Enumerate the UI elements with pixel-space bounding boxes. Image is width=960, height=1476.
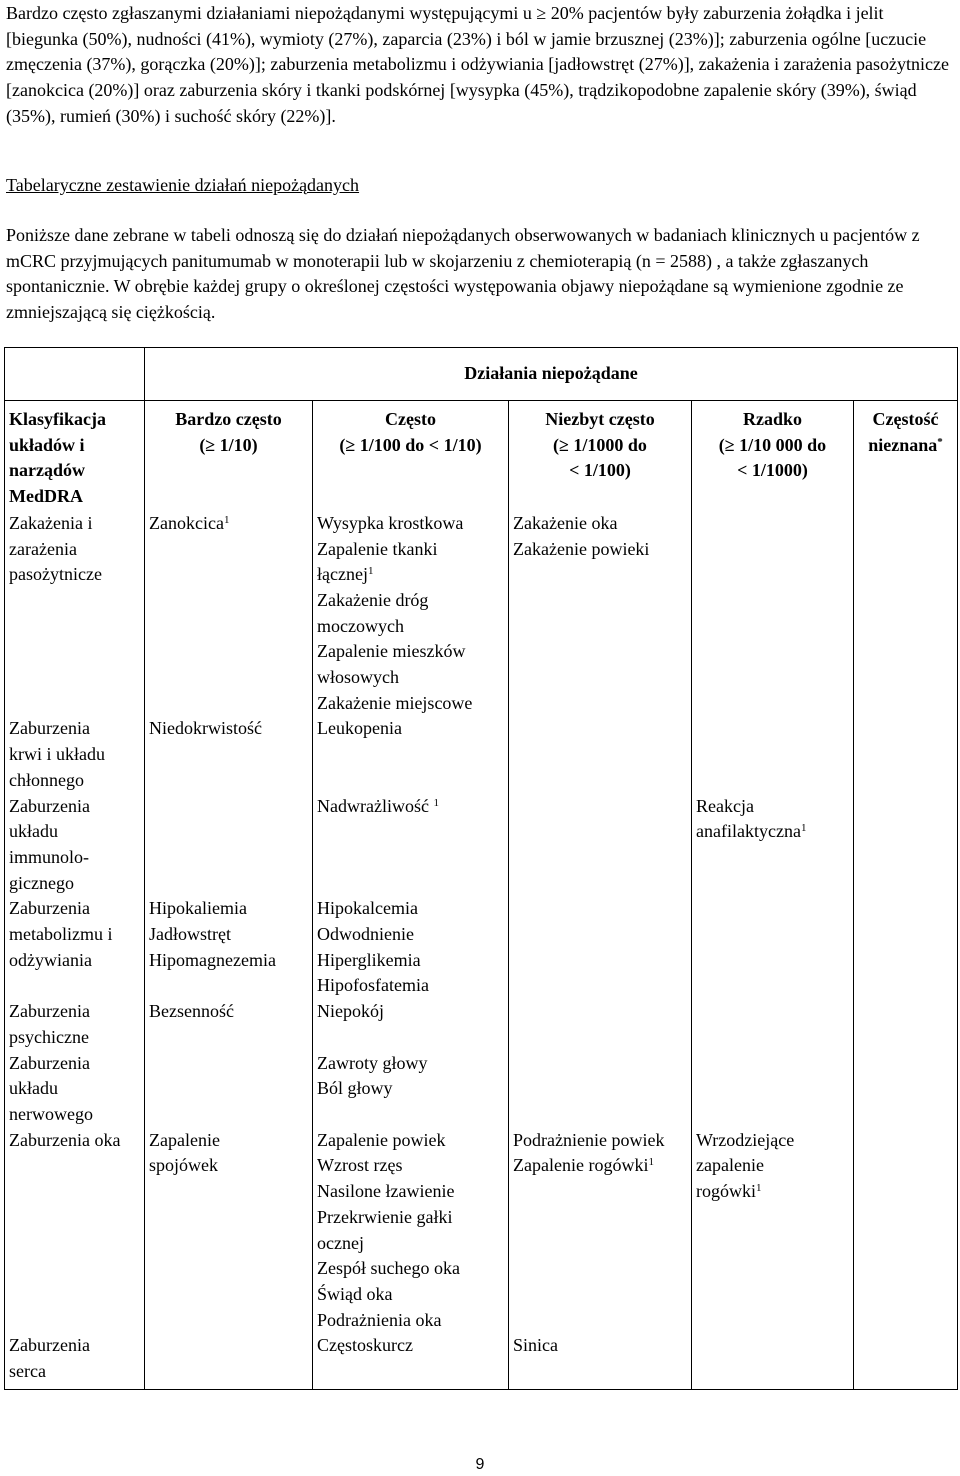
reaction-text: Zakażenie miejscowe — [317, 692, 473, 713]
soc-line: Zaburzenia — [9, 898, 90, 919]
reaction-line — [149, 1128, 308, 1154]
reaction-text: Wysypka krostkowa — [317, 512, 464, 533]
reaction-text: Hipomagnezemia — [149, 949, 276, 970]
common-cell — [313, 794, 509, 897]
reaction-text: Podrażnienia oka — [317, 1309, 442, 1330]
uncommon-cell — [509, 511, 692, 717]
reaction-text: Hiperglikemia — [317, 949, 421, 970]
reaction-text: rogówki — [696, 1181, 756, 1202]
reaction-line — [317, 1153, 504, 1179]
reaction-text: anafilaktyczna — [696, 821, 801, 842]
reaction-line — [317, 922, 504, 948]
header-line: Klasyfikacja — [9, 409, 106, 429]
soc-line: Zaburzenia — [9, 1335, 90, 1356]
reaction-text: Zawroty głowy — [317, 1052, 428, 1073]
reaction-text: Hipokalcemia — [317, 898, 418, 919]
header-rare — [692, 401, 854, 511]
common-cell — [313, 716, 509, 793]
header-line: MedDRA — [9, 486, 83, 507]
unknown-cell — [854, 511, 958, 717]
table-row — [5, 1051, 958, 1128]
header-line: układów i — [9, 434, 85, 455]
reaction-text: Niepokój — [317, 1001, 384, 1022]
header-line: < 1/100) — [569, 460, 631, 481]
reaction-line — [513, 1128, 687, 1154]
table-row — [5, 896, 958, 999]
reaction-line — [317, 665, 504, 691]
reaction-text: Reakcja — [696, 795, 754, 816]
header-very-common — [145, 401, 313, 511]
reaction-text: Podrażnienie powiek — [513, 1129, 665, 1150]
header-line: Niezbyt często — [545, 409, 655, 429]
reaction-line — [317, 999, 504, 1025]
reaction-text: Świąd oka — [317, 1283, 393, 1304]
unknown-cell — [854, 1051, 958, 1128]
reaction-text: Zakażenie powieki — [513, 538, 650, 559]
reaction-text: ocznej — [317, 1232, 364, 1253]
reaction-line — [513, 1153, 687, 1179]
rare-cell — [692, 716, 854, 793]
header-line: narządów — [9, 460, 85, 481]
common-cell — [313, 1333, 509, 1389]
uncommon-cell — [509, 999, 692, 1050]
reaction-line — [317, 716, 504, 742]
reaction-line — [317, 537, 504, 563]
reaction-text: Hipokaliemia — [149, 898, 247, 919]
table-title: Działania niepożądane — [145, 348, 958, 401]
reaction-line — [317, 794, 504, 820]
soc-cell — [5, 999, 145, 1050]
soc-line: Zaburzenia — [9, 1052, 90, 1073]
very-common-cell — [145, 1128, 313, 1334]
reaction-line — [317, 639, 504, 665]
page-number: 9 — [475, 1456, 485, 1473]
header-line: Częstość — [872, 409, 939, 429]
rare-cell — [692, 1333, 854, 1389]
reaction-text: Częstoskurcz — [317, 1335, 413, 1356]
reaction-line — [317, 1076, 504, 1102]
soc-line: pasożytnicze — [9, 564, 102, 585]
soc-cell — [5, 511, 145, 717]
uncommon-cell — [509, 1128, 692, 1334]
very-common-cell — [145, 1051, 313, 1128]
reaction-line — [149, 716, 308, 742]
unknown-cell — [854, 1128, 958, 1334]
header-line: (≥ 1/10) — [199, 434, 258, 455]
reaction-text: Zapalenie — [149, 1129, 220, 1150]
soc-line: Zaburzenia oka — [9, 1129, 121, 1150]
unknown-cell — [854, 999, 958, 1050]
reaction-line — [149, 999, 308, 1025]
reaction-text: Hipofosfatemia — [317, 975, 429, 996]
reaction-line — [317, 948, 504, 974]
soc-cell — [5, 896, 145, 999]
rare-cell — [692, 1051, 854, 1128]
reaction-line — [317, 1282, 504, 1308]
footnote-mark: 1 — [433, 796, 439, 809]
description-paragraph: Poniższe dane zebrane w tabeli odnoszą się do działań niepożądanych obserwowanych w badaniach klinicznych u pacjentów z mCRC przyjmujących panitumumab w monoterapii lub w skojarzeniu z chemioterapią (n = 2588) , a także zgłaszanych spontanicznie. W obrębie każdej grupy o określonej częstości występowania objawy niepożądane są wymienione zgodnie ze zmniejszającą się ciężkością. — [6, 225, 920, 323]
reaction-text: Nadwrażliwość — [317, 795, 434, 816]
rare-cell — [692, 896, 854, 999]
soc-line: metabolizmu i — [9, 924, 113, 945]
footnote-mark: 1 — [223, 513, 230, 526]
table-row — [5, 1128, 958, 1334]
soc-line: Zaburzenia — [9, 718, 90, 739]
reaction-line — [696, 1179, 849, 1205]
reaction-text: Leukopenia — [317, 718, 402, 739]
header-line: Często — [385, 409, 436, 429]
very-common-cell — [145, 511, 313, 717]
soc-line: immunolo- — [9, 846, 89, 867]
uncommon-cell — [509, 1333, 692, 1389]
header-line: (≥ 1/100 do < 1/10) — [339, 434, 482, 455]
reaction-line — [149, 1153, 308, 1179]
header-line: (≥ 1/1000 do — [553, 434, 647, 455]
reaction-text: Zapalenie rogówki — [513, 1155, 649, 1176]
table-row — [5, 511, 958, 717]
rare-cell — [692, 999, 854, 1050]
reaction-line — [317, 1179, 504, 1205]
reaction-text: Niedokrwistość — [149, 718, 262, 739]
reaction-line — [513, 537, 687, 563]
reaction-text: Zakażenie dróg — [317, 589, 429, 610]
reaction-line — [317, 691, 504, 717]
reaction-text: Jadłowstręt — [149, 924, 231, 945]
soc-line: odżywiania — [9, 949, 92, 970]
header-line: Rzadko — [742, 409, 802, 429]
reaction-text: Odwodnienie — [317, 924, 414, 945]
reaction-text: Zapalenie tkanki — [317, 538, 438, 559]
header-line: < 1/1000) — [737, 460, 808, 481]
header-line: Bardzo często — [175, 409, 282, 429]
soc-cell — [5, 1128, 145, 1334]
soc-line: psychiczne — [9, 1026, 89, 1047]
header-unknown — [854, 401, 958, 511]
reaction-text: Ból głowy — [317, 1078, 393, 1099]
uncommon-cell — [509, 1051, 692, 1128]
reaction-line — [317, 1205, 504, 1231]
intro-paragraph: Bardzo często zgłaszanymi działaniami niepożądanymi występującymi u ≥ 20% pacjentów były zaburzenia żołądka i jelit [biegunka (50%), nudności (41%), wymioty (27%), zaparcia (23%) i ból w jamie brzusznej (23%)]; zaburzenia ogólne [uczucie zmęczenia (37%), gorączka (20%)]; zaburzenia metabolizmu i odżywiania [jadłowstręt (27%)], zakażenia i zarażenia pasożytnicze [zanokcica (20%)] oraz zaburzenia skóry i tkanki podskórnej [wysypka (45%), trądzikopodobne zapalenie skóry (39%), świąd (35%), rumień (30%) i suchość skóry (22%)]. — [6, 3, 950, 126]
reaction-line — [149, 948, 308, 974]
unknown-cell — [854, 896, 958, 999]
table-header-row — [5, 401, 958, 511]
soc-line: Zaburzenia — [9, 1001, 90, 1022]
header-soc — [5, 401, 145, 511]
table-row — [5, 794, 958, 897]
common-cell — [313, 1128, 509, 1334]
footnote-mark: 1 — [367, 565, 374, 578]
soc-line: nerwowego — [9, 1103, 93, 1124]
table-title-spacer — [5, 348, 145, 401]
soc-line: układu — [9, 821, 58, 842]
reaction-line — [317, 1128, 504, 1154]
adverse-reactions-table — [4, 347, 958, 1390]
unknown-cell — [854, 1333, 958, 1389]
very-common-cell — [145, 999, 313, 1050]
reaction-line — [696, 1153, 849, 1179]
header-uncommon — [509, 401, 692, 511]
reaction-line — [513, 511, 687, 537]
reaction-text: zapalenie — [696, 1155, 764, 1176]
soc-line: gicznego — [9, 872, 74, 893]
common-cell — [313, 896, 509, 999]
soc-line: Zaburzenia — [9, 795, 90, 816]
reaction-line — [149, 896, 308, 922]
table-row — [5, 999, 958, 1050]
reaction-line — [317, 562, 504, 588]
soc-line: serca — [9, 1361, 46, 1382]
rare-cell — [692, 1128, 854, 1334]
table-row — [5, 716, 958, 793]
unknown-cell — [854, 716, 958, 793]
reaction-text: Zapalenie powiek — [317, 1129, 446, 1150]
reaction-line — [696, 1128, 849, 1154]
reaction-line — [317, 1231, 504, 1257]
soc-line: układu — [9, 1078, 58, 1099]
reaction-line — [317, 1333, 504, 1359]
reaction-line — [317, 1051, 504, 1077]
very-common-cell — [145, 716, 313, 793]
table-row — [5, 1333, 958, 1389]
reaction-text: Zakażenie oka — [513, 512, 618, 533]
rare-cell — [692, 794, 854, 897]
header-common — [313, 401, 509, 511]
reaction-text: Zapalenie mieszków — [317, 641, 466, 662]
reaction-text: moczowych — [317, 615, 404, 636]
soc-line: Zakażenia i — [9, 512, 93, 533]
footnote-mark: 1 — [800, 822, 807, 835]
soc-cell — [5, 716, 145, 793]
common-cell — [313, 1051, 509, 1128]
reaction-line — [317, 614, 504, 640]
footnote-mark: 1 — [648, 1156, 654, 1169]
soc-line: krwi i układu — [9, 744, 105, 765]
very-common-cell — [145, 794, 313, 897]
soc-line: zarażenia — [9, 538, 77, 559]
reaction-line — [149, 511, 308, 537]
header-line: nieznana* — [868, 434, 943, 455]
reaction-line — [317, 1308, 504, 1334]
uncommon-cell — [509, 794, 692, 897]
uncommon-cell — [509, 896, 692, 999]
reaction-line — [317, 896, 504, 922]
reaction-line — [149, 922, 308, 948]
reaction-text: łącznej — [317, 564, 368, 585]
soc-cell — [5, 1333, 145, 1389]
common-cell — [313, 999, 509, 1050]
reaction-line — [317, 973, 504, 999]
reaction-text: Przekrwienie gałki — [317, 1206, 453, 1227]
reaction-text: włosowych — [317, 667, 399, 688]
reaction-text: Nasilone łzawienie — [317, 1181, 455, 1202]
very-common-cell — [145, 896, 313, 999]
soc-line: chłonnego — [9, 769, 84, 790]
table-title-row — [5, 348, 958, 401]
header-line: (≥ 1/10 000 do — [718, 434, 827, 455]
reaction-line — [513, 1333, 687, 1359]
soc-cell — [5, 1051, 145, 1128]
reaction-text: Zespół suchego oka — [317, 1258, 460, 1279]
soc-cell — [5, 794, 145, 897]
reaction-text: Wzrost rzęs — [317, 1155, 403, 1176]
footnote-mark: 1 — [756, 1182, 762, 1195]
reaction-text: Zanokcica — [149, 512, 224, 533]
uncommon-cell — [509, 716, 692, 793]
unknown-cell — [854, 794, 958, 897]
reaction-text: Bezsenność — [149, 1001, 234, 1022]
reaction-line — [317, 511, 504, 537]
reaction-line — [317, 1256, 504, 1282]
reaction-line — [317, 588, 504, 614]
reaction-text: Wrzodziejące — [696, 1129, 795, 1150]
reaction-line — [696, 794, 849, 820]
header-footnote-mark: * — [937, 435, 943, 448]
reaction-text: spojówek — [149, 1155, 218, 1176]
section-heading: Tabelaryczne zestawienie działań niepożądanych — [6, 175, 360, 195]
reaction-text: Sinica — [513, 1335, 558, 1356]
rare-cell — [692, 511, 854, 717]
reaction-line — [696, 819, 849, 845]
common-cell — [313, 511, 509, 717]
very-common-cell — [145, 1333, 313, 1389]
